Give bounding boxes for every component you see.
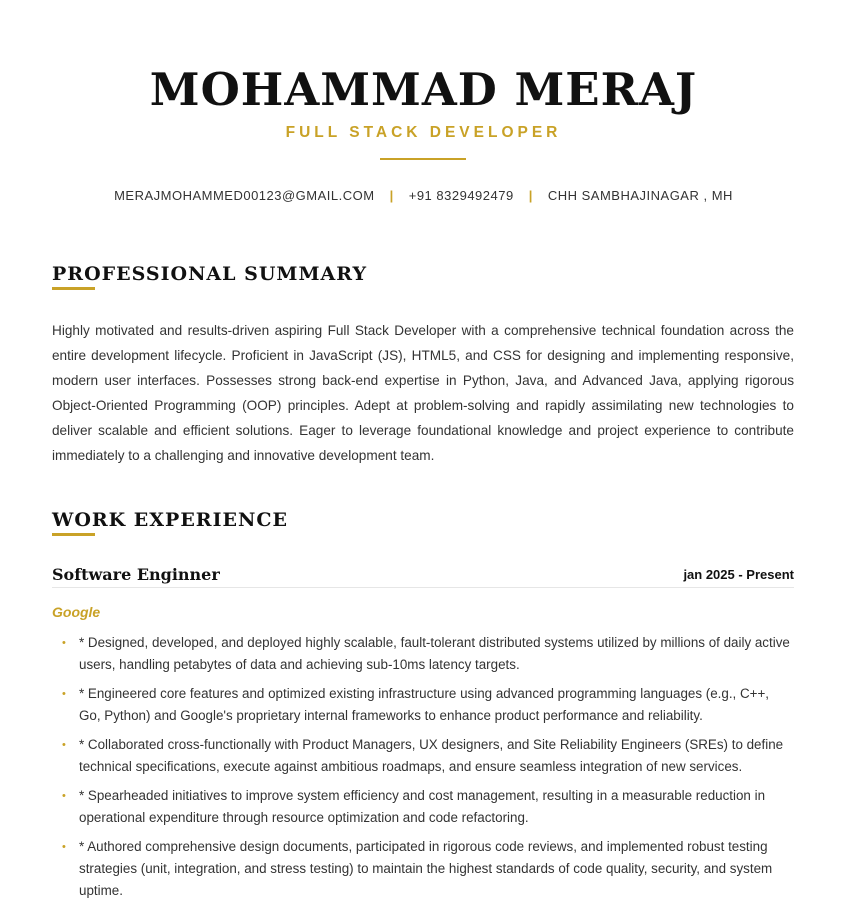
candidate-role: FULL STACK DEVELOPER (285, 124, 562, 141)
bullet-dot-icon: • (62, 637, 66, 649)
bullet-text: * Collaborated cross-functionally with Product Managers, UX designers, and Site Reliability Engineers (SREs) to define technical specifications, execute against ambitious roadmaps, and ensure seamless integration of new services. (79, 737, 784, 774)
summary-text: Highly motivated and results-driven aspiring Full Stack Developer with a comprehensive technical foundation across the entire development lifecycle. Proficient in JavaScript (JS), HTML5, and CSS for designing and implementing responsive, modern user interfaces. Possesses strong back-end expertise in Python, Java, and Advanced Java, applying rigorous Object-Oriented Programming (OOP) principles. Adept at problem-solving and rapidly assimilating new technologies to deliver scalable and efficient solutions. Eager to leverage foundational knowledge and project experience to contribute immediately to a challenging and innovative development team. (52, 323, 794, 463)
summary-heading: PROFESSIONAL SUMMARY (52, 263, 368, 285)
bullet-dot-icon: • (62, 739, 66, 751)
list-item (52, 683, 794, 727)
job-dates: jan 2025 - Present (683, 567, 794, 582)
job-company: Google (52, 604, 101, 620)
contact-location: CHH SAMBHAJINAGAR , MH (547, 188, 733, 203)
contact-line (0, 187, 847, 205)
bullet-text: * Engineered core features and optimized existing infrastructure using advanced programming languages (e.g., C++, Go, Python) and Google's proprietary internal frameworks to enhance product performance and reliability. (79, 686, 770, 723)
contact-separator: | (528, 188, 533, 203)
summary-heading-underline (52, 287, 95, 290)
bullet-text: * Spearheaded initiatives to improve system efficiency and cost management, resulting in a measurable reduction in operational expenditure through resource optimization and code refactoring. (79, 788, 766, 825)
job-title: Software Enginner (52, 565, 220, 584)
job-bullets (52, 632, 794, 909)
bullet-dot-icon: • (62, 688, 66, 700)
job-divider (52, 587, 794, 588)
list-item (52, 632, 794, 676)
list-item (52, 734, 794, 778)
bullet-dot-icon: • (62, 841, 66, 853)
experience-heading: WORK EXPERIENCE (52, 509, 288, 531)
bullet-text: * Authored comprehensive design documents, participated in rigorous code reviews, and implemented robust testing strategies (unit, integration, and stress testing) to maintain the highest standards of code quality, security, and system uptime. (79, 839, 773, 898)
bullet-dot-icon: • (62, 790, 66, 802)
header-divider (380, 158, 466, 160)
contact-phone: +91 8329492479 (408, 188, 514, 203)
list-item (52, 836, 794, 902)
contact-email: MERAJMOHAMMED00123@GMAIL.COM (114, 188, 375, 203)
experience-heading-underline (52, 533, 95, 536)
list-item (52, 785, 794, 829)
contact-separator: | (389, 188, 394, 203)
candidate-name: MOHAMMAD MERAJ (149, 63, 698, 116)
bullet-text: * Designed, developed, and deployed highly scalable, fault-tolerant distributed systems utilized by millions of daily active users, handling petabytes of data and achieving sub-10ms latency targets. (79, 635, 790, 672)
